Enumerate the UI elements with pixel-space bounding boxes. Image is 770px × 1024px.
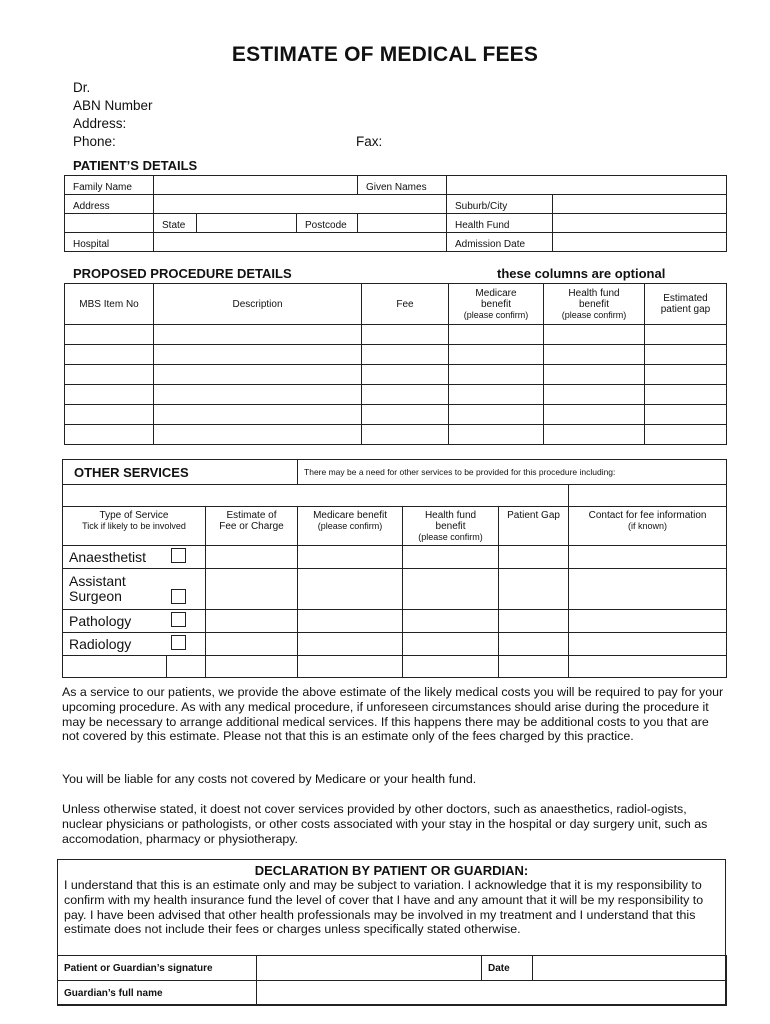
gap-cell[interactable]	[499, 656, 569, 678]
estimate-cell[interactable]	[206, 656, 298, 678]
fee-cell[interactable]	[362, 325, 449, 345]
hospital-field[interactable]	[154, 233, 447, 252]
estimate-cell[interactable]	[206, 569, 298, 610]
page-title: ESTIMATE OF MEDICAL FEES	[231, 43, 539, 66]
table-row	[65, 325, 727, 345]
fee-cell[interactable]	[362, 365, 449, 385]
suburb-label: Suburb/City	[447, 195, 553, 214]
medicare-cell[interactable]	[298, 569, 403, 610]
description-cell[interactable]	[154, 345, 362, 365]
gap-cell[interactable]	[645, 345, 727, 365]
mbs-cell[interactable]	[65, 365, 154, 385]
gap-cell[interactable]	[645, 405, 727, 425]
service-row-assistant-surgeon	[63, 569, 727, 610]
health-fund-label: Health Fund	[447, 214, 553, 233]
exclusions-paragraph: Unless otherwise stated, it doest not cover services provided by other doctors, such as anaesthetics, radiol-ogists, nuclear physicians or pathologists, or other costs associated with your stay in the hospital or day surgery unit, such as accomodation, pharmacy or physiotherapy.	[62, 802, 708, 846]
guardian-name-label: Guardian’s full name	[58, 981, 257, 1006]
mbs-cell[interactable]	[65, 405, 154, 425]
health-fund-cell[interactable]	[403, 610, 499, 633]
table-row	[65, 425, 727, 445]
admission-date-field[interactable]	[553, 233, 727, 252]
estimate-explanation-paragraph: As a service to our patients, we provide the above estimate of the likely medical costs you will be required to pay for your upcoming procedure. As with any medical procedure, if unforeseen circumstances should arise during the procedure it may be necessary to arrange additional medical services. If this happens there may be additional costs to you that are not covered by this estimate. Please not that this is an estimate only of the fees charged by this practice.	[62, 685, 724, 744]
admission-date-label: Admission Date	[447, 233, 553, 252]
suburb-field[interactable]	[553, 195, 727, 214]
address-field[interactable]	[154, 195, 447, 214]
gap-column-header: Estimated patient gap	[645, 284, 727, 325]
estimate-cell[interactable]	[206, 546, 298, 569]
gap-cell[interactable]	[499, 546, 569, 569]
contact-header: Contact for fee information (if known)	[569, 507, 727, 546]
medicare-cell[interactable]	[449, 325, 544, 345]
table-row	[65, 345, 727, 365]
service-other-field[interactable]	[63, 656, 167, 678]
health-fund-cell[interactable]	[544, 345, 645, 365]
assistant-surgeon-checkbox[interactable]	[171, 589, 186, 604]
guardian-name-field[interactable]	[257, 981, 727, 1006]
fee-column-header: Fee	[362, 284, 449, 325]
service-row-anaesthetist	[63, 546, 727, 569]
family-name-label: Family Name	[65, 176, 154, 195]
checkbox-cell	[167, 569, 206, 610]
type-of-service-header: Type of Service Tick if likely to be involved	[63, 507, 206, 546]
gap-cell[interactable]	[645, 325, 727, 345]
contact-cell[interactable]	[569, 633, 727, 656]
radiology-checkbox[interactable]	[171, 635, 186, 650]
description-cell[interactable]	[154, 425, 362, 445]
other-services-notes-field-2[interactable]	[569, 485, 727, 507]
medicare-cell[interactable]	[449, 345, 544, 365]
other-services-heading: OTHER SERVICES	[63, 460, 298, 485]
description-cell[interactable]	[154, 385, 362, 405]
medicare-cell[interactable]	[298, 610, 403, 633]
mbs-cell[interactable]	[65, 385, 154, 405]
procedure-heading: PROPOSED PROCEDURE DETAILS	[73, 266, 292, 281]
postcode-field[interactable]	[358, 214, 447, 233]
given-names-field[interactable]	[447, 176, 727, 195]
other-services-notes-field[interactable]	[63, 485, 569, 507]
signature-field[interactable]	[257, 956, 482, 981]
hospital-label: Hospital	[65, 233, 154, 252]
checkbox-cell	[167, 546, 206, 569]
checkbox-cell	[167, 610, 206, 633]
health-fund-cell[interactable]	[544, 325, 645, 345]
patient-details-heading: PATIENT’S DETAILS	[73, 158, 198, 173]
service-label: Assistant Surgeon	[63, 569, 167, 610]
fee-cell[interactable]	[362, 385, 449, 405]
signature-table	[57, 955, 727, 1006]
health-fund-cell[interactable]	[544, 405, 645, 425]
health-fund-cell[interactable]	[403, 633, 499, 656]
medicare-cell[interactable]	[298, 546, 403, 569]
anaesthetist-checkbox[interactable]	[171, 548, 186, 563]
doctor-label: Dr.	[73, 80, 91, 95]
table-row	[65, 405, 727, 425]
health-fund-column-header: Health fund benefit (please confirm)	[544, 284, 645, 325]
contact-cell[interactable]	[569, 656, 727, 678]
date-label: Date	[482, 956, 533, 981]
gap-cell[interactable]	[645, 365, 727, 385]
estimate-header: Estimate of Fee or Charge	[206, 507, 298, 546]
medicare-cell[interactable]	[298, 656, 403, 678]
service-row-radiology	[63, 633, 727, 656]
given-names-label: Given Names	[358, 176, 447, 195]
mbs-cell[interactable]	[65, 425, 154, 445]
health-fund-cell[interactable]	[403, 569, 499, 610]
gap-cell[interactable]	[499, 569, 569, 610]
fee-cell[interactable]	[362, 425, 449, 445]
estimate-cell[interactable]	[206, 610, 298, 633]
declaration-text: I understand that this is an estimate only and may be subject to variation. I acknowledge that it is my responsibility to confirm with my health insurance fund the level of cover that I have and any amount that it will be my responsibility to pay. I have been advised that other health professionals may be involved in my treatment and I understand that this estimate does not include their fees or charges unless specifically stated otherwise.	[64, 878, 704, 937]
health-fund-cell[interactable]	[544, 365, 645, 385]
medicare-cell[interactable]	[298, 633, 403, 656]
medicare-cell[interactable]	[449, 365, 544, 385]
postcode-label: Postcode	[297, 214, 358, 233]
optional-columns-note: these columns are optional	[497, 266, 666, 281]
address-row-label: Address	[65, 195, 154, 214]
gap-cell[interactable]	[499, 610, 569, 633]
description-cell[interactable]	[154, 325, 362, 345]
family-name-field[interactable]	[154, 176, 358, 195]
declaration-title: DECLARATION BY PATIENT OR GUARDIAN:	[254, 863, 529, 878]
description-cell[interactable]	[154, 405, 362, 425]
checkbox-cell	[167, 633, 206, 656]
other-services-table	[62, 459, 727, 678]
table-row	[65, 385, 727, 405]
patient-gap-header: Patient Gap	[499, 507, 569, 546]
address-continued-field[interactable]	[65, 214, 154, 233]
health-fund-cell[interactable]	[544, 425, 645, 445]
medicare-cell[interactable]	[449, 425, 544, 445]
contact-cell[interactable]	[569, 610, 727, 633]
medicare-benefit-header: Medicare benefit (please confirm)	[298, 507, 403, 546]
pathology-checkbox[interactable]	[171, 612, 186, 627]
health-fund-benefit-header: Health fund benefit (please confirm)	[403, 507, 499, 546]
procedure-table	[64, 283, 727, 445]
service-label: Radiology	[63, 633, 167, 656]
signature-label: Patient or Guardian’s signature	[58, 956, 257, 981]
contact-cell[interactable]	[569, 546, 727, 569]
fee-cell[interactable]	[362, 345, 449, 365]
estimate-cell[interactable]	[206, 633, 298, 656]
gap-cell[interactable]	[499, 633, 569, 656]
patient-details-table	[64, 175, 727, 252]
medicare-cell[interactable]	[449, 385, 544, 405]
medicare-column-header: Medicare benefit (please confirm)	[449, 284, 544, 325]
phone-label: Phone:	[73, 134, 116, 149]
service-row-other	[63, 656, 727, 678]
table-row	[65, 365, 727, 385]
health-fund-cell[interactable]	[544, 385, 645, 405]
contact-cell[interactable]	[569, 569, 727, 610]
gap-cell[interactable]	[645, 385, 727, 405]
liability-paragraph: You will be liable for any costs not covered by Medicare or your health fund.	[62, 772, 477, 786]
description-column-header: Description	[154, 284, 362, 325]
service-label: Anaesthetist	[63, 546, 167, 569]
other-services-note: There may be a need for other services to be provided for this procedure including:	[298, 460, 727, 485]
health-fund-field[interactable]	[553, 214, 727, 233]
service-row-pathology	[63, 610, 727, 633]
abn-label: ABN Number	[73, 98, 153, 113]
checkbox-cell	[167, 656, 206, 678]
state-label: State	[154, 214, 197, 233]
service-label: Pathology	[63, 610, 167, 633]
address-label: Address:	[73, 116, 127, 131]
description-cell[interactable]	[154, 365, 362, 385]
fax-label: Fax:	[356, 134, 383, 149]
health-fund-cell[interactable]	[403, 546, 499, 569]
mbs-cell[interactable]	[65, 345, 154, 365]
mbs-column-header: MBS Item No	[65, 284, 154, 325]
gap-cell[interactable]	[645, 425, 727, 445]
fee-cell[interactable]	[362, 405, 449, 425]
state-field[interactable]	[197, 214, 297, 233]
mbs-cell[interactable]	[65, 325, 154, 345]
health-fund-cell[interactable]	[403, 656, 499, 678]
date-field[interactable]	[533, 956, 727, 981]
medicare-cell[interactable]	[449, 405, 544, 425]
